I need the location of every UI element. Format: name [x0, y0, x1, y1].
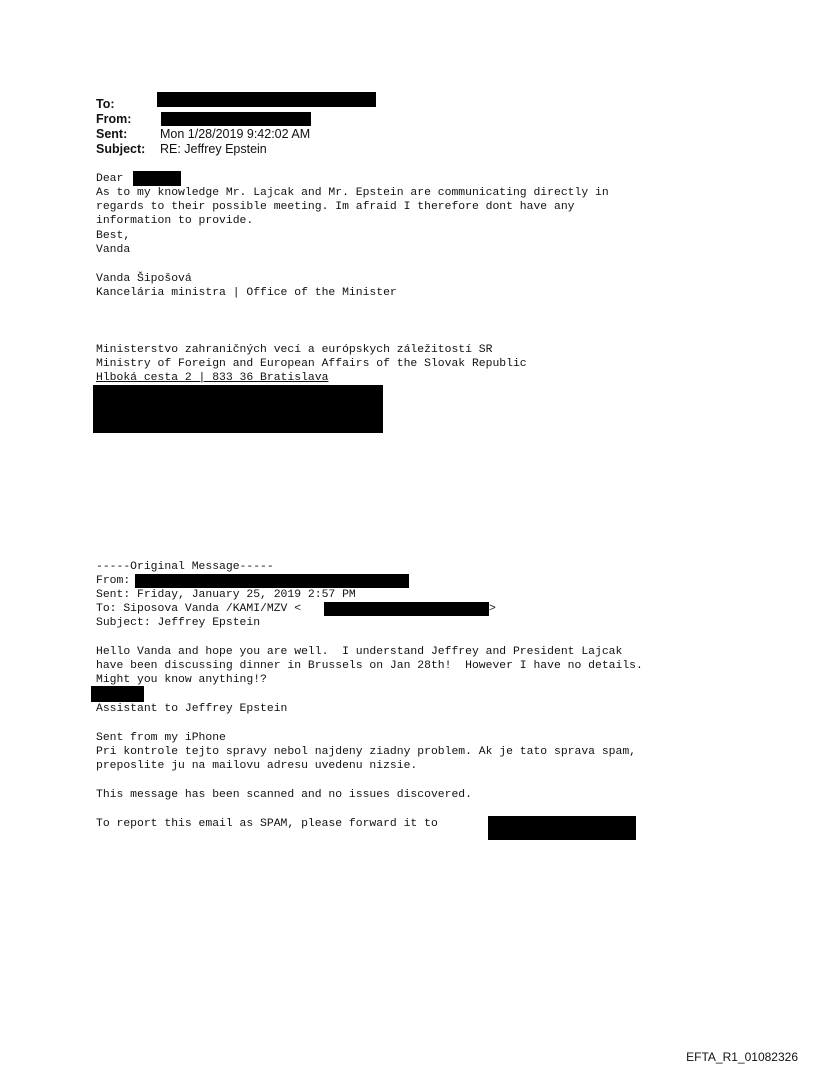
sent-label: Sent:: [96, 127, 128, 141]
ministry-line: Ministry of Foreign and European Affairs of the Slovak Republic: [96, 358, 527, 370]
signature-name: Vanda Šipošová: [96, 273, 192, 285]
redaction-to: [157, 92, 376, 107]
original-subject: Subject: Jeffrey Epstein: [96, 617, 261, 629]
original-body-line: Hello Vanda and hope you are well. I understand Jeffrey and President Lajcak: [96, 646, 623, 658]
original-separator: -----Original Message-----: [96, 561, 274, 573]
redaction-recipient-name: [133, 171, 181, 186]
original-to: To: Siposova Vanda /KAMI/MZV <: [96, 603, 302, 615]
reply-line: Vanda: [96, 244, 131, 256]
ministry-address: Hlboká cesta 2 | 833 36 Bratislava: [96, 372, 329, 384]
original-body-line: Might you know anything!?: [96, 674, 267, 686]
report-spam-line: To report this email as SPAM, please forward it to: [96, 818, 438, 830]
notice-sk-line: preposlite ju na mailovu adresu uvedenu nizsie.: [96, 760, 418, 772]
sent-value: Mon 1/28/2019 9:42:02 AM: [160, 127, 311, 141]
redaction-spam-address: [488, 816, 636, 840]
redaction-from: [161, 112, 311, 126]
reply-line: As to my knowledge Mr. Lajcak and Mr. Epstein are communicating directly in: [96, 187, 609, 199]
to-label: To:: [96, 97, 115, 111]
redaction-original-from: [135, 574, 409, 588]
original-sent: Sent: Friday, January 25, 2019 2:57 PM: [96, 589, 356, 601]
original-from-label: From:: [96, 575, 131, 587]
from-label: From:: [96, 112, 132, 126]
original-to-close: >: [489, 603, 496, 615]
reply-line: Best,: [96, 230, 131, 242]
reply-line: regards to their possible meeting. Im afraid I therefore dont have any: [96, 201, 575, 213]
greeting: Dear: [96, 173, 124, 185]
assistant-line: Assistant to Jeffrey Epstein: [96, 703, 288, 715]
original-body-line: have been discussing dinner in Brussels on Jan 28th! However I have no details.: [96, 660, 643, 672]
redaction-assistant-name: [91, 686, 144, 702]
notice-sk-line: Pri kontrole tejto spravy nebol najdeny ziadny problem. Ak je tato sprava spam,: [96, 746, 637, 758]
redaction-original-to: [324, 602, 489, 616]
subject-label: Subject:: [96, 142, 146, 156]
document-id: EFTA_R1_01082326: [686, 1050, 798, 1064]
redaction-contact-block: [93, 385, 383, 433]
sent-from-line: Sent from my iPhone: [96, 732, 226, 744]
scanned-notice: This message has been scanned and no issues discovered.: [96, 789, 472, 801]
signature-office: Kancelária ministra | Office of the Minister: [96, 287, 397, 299]
subject-value: RE: Jeffrey Epstein: [160, 142, 267, 156]
reply-line: information to provide.: [96, 215, 254, 227]
ministry-line: Ministerstvo zahraničných vecí a európskych záležitostí SR: [96, 344, 493, 356]
